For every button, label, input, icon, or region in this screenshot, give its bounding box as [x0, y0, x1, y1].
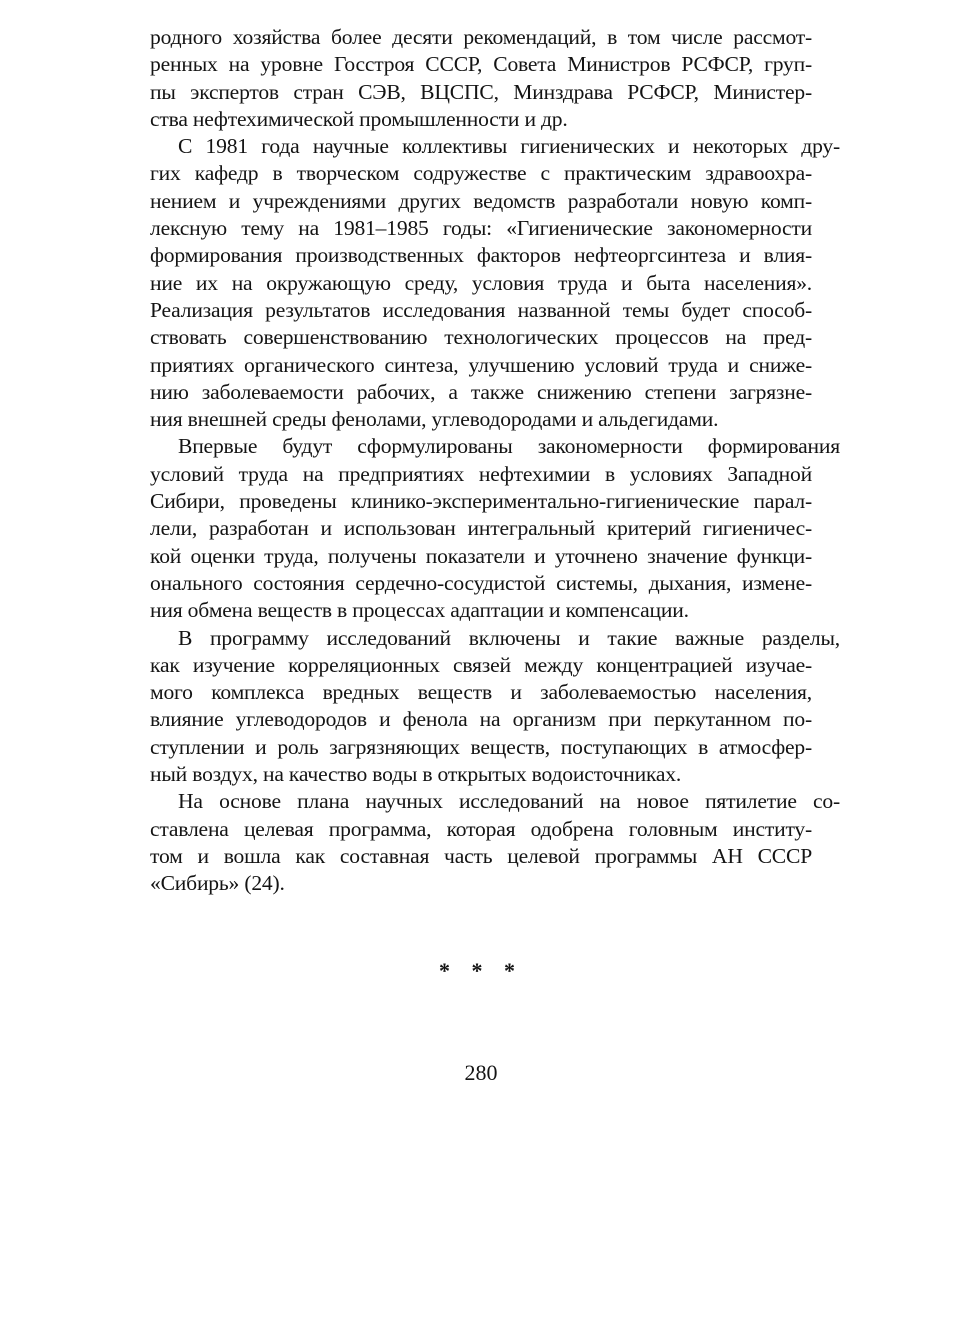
- text-line: родного хозяйства более десяти рекомендаций, в том числе рассмот-: [150, 25, 812, 49]
- text-line: В программу исследований включены и такие важные разделы,: [178, 625, 840, 650]
- paragraph-4: [150, 625, 840, 789]
- text-line: нию заболеваемости рабочих, а также снижению степени загрязне-: [150, 379, 812, 404]
- text-line: пы экспертов стран СЭВ, ВЦСПС, Минздрава РСФСР, Министер-: [150, 79, 812, 104]
- text-line: условий труда на предприятиях нефтехимии в условиях Западной: [150, 461, 812, 486]
- text-line: «Сибирь» (24).: [150, 871, 285, 896]
- text-line: ства нефтехимической промышленности и др.: [150, 106, 568, 131]
- paragraph-3: [150, 433, 840, 624]
- paragraph-5: [150, 788, 840, 897]
- text-line: Сибири, проведены клинико-экспериментально-гигиенические парал-: [150, 489, 812, 514]
- text-line: ренных на уровне Госстроя СССР, Совета Министров РСФСР, груп-: [150, 52, 812, 77]
- text-line: лексную тему на 1981–1985 годы: «Гигиенические закономерности: [150, 216, 812, 241]
- body-text: [150, 24, 840, 898]
- text-line: Впервые будут сформулированы закономерности формирования: [178, 434, 840, 459]
- text-line: гих кафедр в творческом содружестве с практическим здравоохра-: [150, 161, 812, 186]
- section-separator: * * *: [439, 958, 523, 983]
- text-line: мого комплекса вредных веществ и заболеваемостью населения,: [150, 680, 812, 705]
- text-line: приятиях органического синтеза, улучшению условий труда и сниже-: [150, 352, 812, 377]
- text-line: На основе плана научных исследований на новое пятилетие со-: [178, 789, 840, 814]
- text-line: влияние углеводородов и фенола на организм при перкутанном по-: [150, 707, 812, 732]
- page-number: 280: [464, 1060, 498, 1085]
- text-line: ный воздух, на качество воды в открытых водоисточниках.: [150, 762, 682, 787]
- paragraph-1: [150, 24, 812, 133]
- paragraph-2: [150, 133, 840, 433]
- text-line: нением и учреждениями других ведомств разработали новую комп-: [150, 188, 812, 213]
- text-line: ния внешней среды фенолами, углеводородами и альдегидами.: [150, 407, 719, 432]
- text-line: ние их на окружающую среду, условия труда и быта населения».: [150, 270, 812, 295]
- text-line: ствовать совершенствованию технологических процессов на пред-: [150, 325, 812, 350]
- text-line: формирования производственных факторов нефтеоргсинтеза и влия-: [150, 243, 812, 268]
- text-line: кой оценки труда, получены показатели и уточнено значение функци-: [150, 543, 812, 568]
- text-line: ния обмена веществ в процессах адаптации и компенсации.: [150, 598, 689, 623]
- text-line: ступлении и роль загрязняющих веществ, поступающих в атмосфер-: [150, 734, 812, 759]
- text-line: онального состояния сердечно-сосудистой системы, дыхания, измене-: [150, 570, 812, 595]
- text-line: Реализация результатов исследования названной темы будет способ-: [150, 297, 812, 322]
- text-line: лели, разработан и использован интегральный критерий гигиеничес-: [150, 516, 812, 541]
- text-line: С 1981 года научные коллективы гигиенических и некоторых дру-: [178, 134, 840, 159]
- text-line: ставлена целевая программа, которая одобрена головным институ-: [150, 816, 812, 841]
- text-line: том и вошла как составная часть целевой программы АН СССР: [150, 843, 812, 868]
- text-line: как изучение корреляционных связей между концентрацией изучае-: [150, 652, 812, 677]
